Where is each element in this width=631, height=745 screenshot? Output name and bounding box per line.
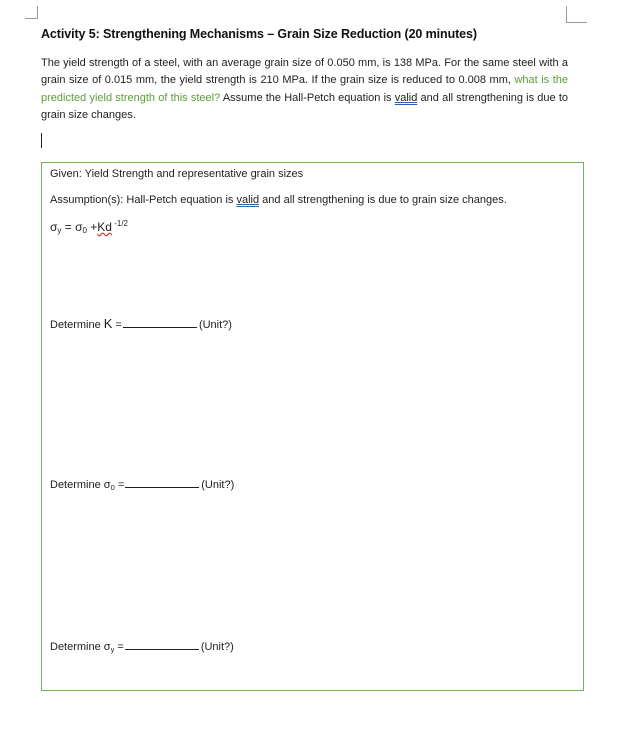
determine-sigmay-line — [50, 640, 234, 654]
determine-k-equals: = — [112, 319, 122, 331]
determine-sigma0-label: Determine — [50, 479, 104, 491]
eq-plus: + — [86, 220, 98, 234]
determine-k-line — [50, 316, 232, 331]
determine-sigmay-sub: y — [110, 645, 115, 654]
given-line: Given: Yield Strength and representative grain sizes — [50, 168, 304, 180]
determine-sigmay-blank[interactable] — [125, 640, 199, 650]
problem-statement — [41, 55, 568, 124]
assumption-valid: valid — [236, 194, 260, 206]
hall-petch-equation — [50, 219, 128, 235]
eq-exponent: -1/2 — [111, 219, 128, 228]
determine-sigmay-unit: (Unit?) — [200, 641, 234, 653]
eq-sigma-y: σ — [50, 220, 58, 234]
determine-k-label: Determine — [50, 319, 104, 331]
problem-question: what is the predicted yield strength of this steel? — [41, 74, 568, 104]
determine-sigma0-unit: (Unit?) — [201, 479, 235, 491]
eq-sigma-0: σ — [75, 220, 83, 234]
activity-title: Activity 5: Strengthening Mechanisms – Grain Size Reduction (20 minutes) — [41, 27, 477, 41]
problem-assume-valid: valid — [394, 91, 418, 104]
problem-assume-prefix: Assume the Hall-Petch equation is — [222, 91, 392, 104]
determine-sigma0-equals: = — [114, 479, 125, 491]
determine-sigma0-blank[interactable] — [125, 478, 199, 488]
crop-mark-top-right — [566, 6, 587, 23]
determine-sigma0-sub: 0 — [110, 483, 115, 492]
assumption-suffix: and all strengthening is due to grain size changes. — [262, 194, 507, 206]
determine-sigmay-symbol: σ — [103, 641, 111, 653]
determine-sigma0-line — [50, 478, 234, 492]
determine-sigma0-symbol: σ — [103, 479, 111, 491]
determine-k-blank[interactable] — [123, 318, 197, 328]
problem-assume-suffix: and all strengthening is due to grain size changes. — [41, 91, 568, 121]
determine-sigmay-label: Determine — [50, 641, 104, 653]
eq-sub-y: y — [57, 226, 62, 235]
determine-sigmay-equals: = — [114, 641, 124, 653]
eq-equals: = — [61, 220, 76, 234]
answer-box[interactable] — [41, 162, 584, 691]
crop-mark-top-left — [25, 6, 38, 19]
eq-kd: Kd — [97, 220, 112, 234]
problem-intro: The yield strength of a steel, with an average grain size of 0.050 mm, is 138 MPa. For the same steel with a grain size of 0.015 mm, the yield strength is 210 MPa. If the grain size is reduced to 0.008 mm, — [41, 57, 568, 87]
text-cursor — [41, 133, 42, 148]
determine-k-symbol: K — [103, 316, 113, 331]
eq-sub-0: 0 — [82, 226, 87, 235]
determine-k-unit: (Unit?) — [198, 319, 232, 331]
assumption-prefix: Assumption(s): Hall-Petch equation is — [50, 194, 234, 206]
assumption-line — [50, 194, 507, 206]
